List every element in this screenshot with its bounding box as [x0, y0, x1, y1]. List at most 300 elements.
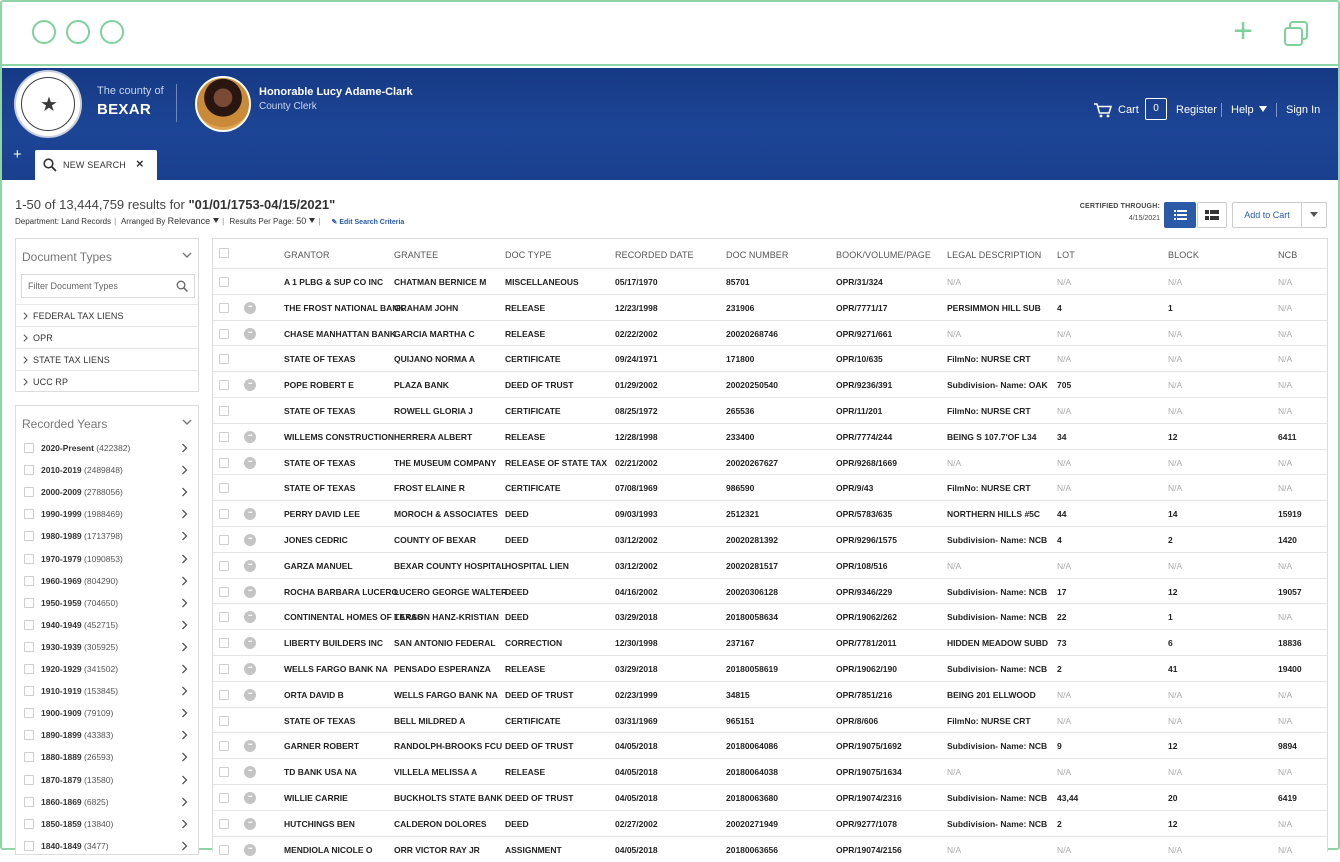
table-cell: 02/27/2002 — [615, 818, 658, 829]
chevron-right-icon[interactable] — [181, 531, 188, 541]
table-cell: N/A — [1057, 277, 1072, 287]
table-cell: HUTCHINGS BEN — [284, 818, 355, 829]
year-checkbox[interactable] — [24, 775, 34, 785]
recorded-year-item[interactable] — [16, 503, 198, 525]
table-cell: ROCHA BARBARA LUCERO — [284, 586, 399, 597]
row-checkbox[interactable] — [219, 587, 229, 597]
table-cell: 2 — [1057, 664, 1062, 674]
table-cell: 1 — [1168, 302, 1173, 313]
year-checkbox[interactable] — [24, 797, 34, 807]
year-label — [41, 819, 113, 829]
year-checkbox[interactable] — [24, 730, 34, 740]
year-range: 1980-1989 — [41, 531, 82, 542]
row-actions-icon[interactable] — [244, 431, 256, 443]
table-row[interactable] — [213, 526, 1327, 552]
table-cell: DEED OF TRUST — [505, 689, 574, 700]
recorded-year-item[interactable] — [16, 769, 198, 791]
row-checkbox[interactable] — [219, 406, 229, 416]
table-row[interactable] — [213, 732, 1327, 758]
table-cell: N/A — [1057, 844, 1072, 855]
row-actions-icon[interactable] — [244, 534, 256, 546]
row-actions-icon[interactable] — [244, 611, 256, 623]
table-cell: RELEASE — [505, 767, 546, 778]
row-actions-icon[interactable] — [244, 844, 256, 856]
table-cell: 34 — [1057, 431, 1067, 442]
table-cell: WILLEMS CONSTRUCTION — [284, 431, 395, 442]
table-cell: BEING 201 ELLWOOD — [947, 689, 1036, 700]
table-cell: GRAHAM JOHN — [394, 302, 459, 313]
recorded-year-item[interactable] — [16, 481, 198, 503]
table-cell: 03/29/2018 — [615, 612, 658, 623]
chevron-right-icon[interactable] — [181, 443, 188, 453]
table-cell: 03/29/2018 — [615, 664, 658, 674]
table-cell: ORR VICTOR RAY JR — [394, 844, 480, 855]
table-cell: N/A — [1168, 483, 1183, 494]
table-cell: 07/08/1969 — [615, 483, 658, 494]
header-separator — [1221, 103, 1222, 117]
column-header[interactable]: NCB — [1278, 250, 1298, 260]
row-checkbox[interactable] — [219, 638, 229, 648]
year-checkbox[interactable] — [24, 509, 34, 519]
table-cell: BEXAR COUNTY HOSPITAL — [394, 560, 507, 571]
year-checkbox[interactable] — [24, 531, 34, 541]
table-cell: 20020268746 — [726, 328, 779, 339]
table-cell: N/A — [1278, 767, 1293, 778]
cart-link[interactable]: Cart — [1118, 104, 1139, 116]
year-checkbox[interactable] — [24, 554, 34, 564]
year-checkbox[interactable] — [24, 642, 34, 652]
row-checkbox[interactable] — [219, 432, 229, 442]
table-row[interactable] — [213, 474, 1327, 500]
year-checkbox[interactable] — [24, 752, 34, 762]
year-range: 1910-1919 — [41, 686, 82, 697]
certified-label: CERTIFIED THROUGH: — [1079, 203, 1160, 210]
chevron-right-icon[interactable] — [181, 487, 188, 497]
table-cell: N/A — [1278, 380, 1293, 391]
add-to-cart-button[interactable]: Add to Cart — [1232, 202, 1302, 228]
row-actions-icon[interactable] — [244, 302, 256, 314]
table-cell: CERTIFICATE — [505, 406, 561, 416]
per-page-value: 50 — [296, 216, 307, 226]
year-count: (6825) — [84, 796, 109, 807]
row-actions-icon[interactable] — [244, 766, 256, 778]
list-view-icon — [1164, 202, 1196, 228]
row-actions-icon[interactable] — [244, 637, 256, 649]
register-link[interactable]: Register — [1176, 104, 1217, 116]
row-checkbox[interactable] — [219, 458, 229, 468]
table-row[interactable] — [213, 629, 1327, 655]
table-cell: 04/05/2018 — [615, 741, 658, 752]
table-cell: N/A — [1278, 328, 1293, 339]
table-cell: 09/03/1993 — [615, 509, 658, 520]
row-checkbox[interactable] — [219, 612, 229, 622]
row-checkbox[interactable] — [219, 535, 229, 545]
add-tab-button[interactable]: + — [13, 146, 22, 163]
window-close-button[interactable] — [32, 20, 56, 44]
results-count: 1-50 of 13,444,759 results for — [15, 197, 189, 212]
row-actions-icon[interactable] — [244, 663, 256, 675]
sign-in-link[interactable]: Sign In — [1286, 104, 1321, 116]
row-checkbox[interactable] — [219, 741, 229, 751]
table-cell: THE FROST NATIONAL BANK — [284, 302, 405, 313]
year-checkbox[interactable] — [24, 465, 34, 475]
table-row[interactable] — [213, 758, 1327, 784]
recorded-years-panel — [15, 405, 199, 855]
row-actions-icon[interactable] — [244, 740, 256, 752]
chevron-right-icon[interactable] — [181, 642, 188, 652]
recorded-year-item[interactable] — [16, 525, 198, 547]
table-cell: 03/31/1969 — [615, 715, 658, 726]
year-checkbox[interactable] — [24, 620, 34, 630]
row-actions-icon[interactable] — [244, 792, 256, 804]
row-actions-icon[interactable] — [244, 586, 256, 598]
year-checkbox[interactable] — [24, 576, 34, 586]
table-row[interactable] — [213, 500, 1327, 526]
grid-view-button[interactable] — [1197, 202, 1227, 228]
edit-search-criteria-link[interactable]: ✎ Edit Search Criteria — [331, 219, 405, 226]
table-cell: 14 — [1168, 509, 1178, 520]
chevron-right-icon[interactable] — [181, 752, 188, 762]
table-cell: FilmNo: NURSE CRT — [947, 406, 1031, 416]
chevron-right-icon — [22, 334, 29, 342]
recorded-year-item[interactable] — [16, 702, 198, 724]
filter-document-types-input[interactable] — [22, 275, 172, 297]
year-label — [41, 487, 123, 497]
cart-count-badge[interactable]: 0 — [1145, 98, 1167, 120]
table-cell: OPR/11/201 — [836, 406, 883, 416]
row-actions-icon[interactable] — [244, 328, 256, 340]
row-checkbox[interactable] — [219, 509, 229, 519]
chevron-right-icon[interactable] — [181, 708, 188, 718]
table-cell: 20180063680 — [726, 793, 779, 803]
doc-type-label: STATE TAX LIENS — [33, 355, 110, 365]
year-range: 2020-Present — [41, 443, 94, 453]
table-cell: N/A — [947, 277, 962, 287]
table-cell: DEED — [505, 509, 529, 520]
column-header[interactable]: GRANTEE — [394, 250, 439, 260]
row-checkbox[interactable] — [219, 664, 229, 674]
grid-view-icon — [1198, 203, 1226, 227]
year-checkbox[interactable] — [24, 708, 34, 718]
table-row[interactable] — [213, 707, 1327, 733]
table-cell: N/A — [1057, 767, 1072, 778]
table-cell: DEED — [505, 612, 529, 623]
year-count: (804290) — [84, 575, 119, 586]
doc-type-item[interactable] — [16, 348, 198, 370]
table-cell: SAN ANTONIO FEDERAL — [394, 638, 496, 649]
table-cell: 19057 — [1278, 586, 1302, 597]
chevron-right-icon[interactable] — [181, 686, 188, 696]
chevron-down-icon[interactable] — [182, 417, 192, 427]
table-cell: N/A — [947, 844, 962, 855]
column-header[interactable]: GRANTOR — [284, 250, 330, 260]
doc-type-item[interactable] — [16, 304, 198, 326]
arranged-value: Relevance — [167, 216, 211, 226]
year-label — [41, 775, 113, 785]
recorded-year-item[interactable] — [16, 658, 198, 680]
table-cell: 01/29/2002 — [615, 380, 658, 391]
column-header[interactable]: LOT — [1057, 250, 1075, 260]
row-actions-icon[interactable] — [244, 379, 256, 391]
table-cell: OPR/19075/1692 — [836, 741, 902, 752]
list-view-button[interactable] — [1164, 202, 1196, 228]
year-checkbox[interactable] — [24, 487, 34, 497]
row-actions-icon[interactable] — [244, 457, 256, 469]
year-checkbox[interactable] — [24, 598, 34, 608]
chevron-down-icon — [1259, 106, 1267, 112]
table-cell: CHATMAN BERNICE M — [394, 277, 487, 287]
recorded-year-item[interactable] — [16, 791, 198, 813]
row-actions-icon[interactable] — [244, 508, 256, 520]
table-row[interactable] — [213, 423, 1327, 449]
doc-type-item[interactable] — [16, 370, 198, 392]
recorded-year-item[interactable] — [16, 592, 198, 614]
row-checkbox[interactable] — [219, 767, 229, 777]
table-cell: VILLELA MELISSA A — [394, 767, 478, 778]
table-cell: JONES CEDRIC — [284, 535, 348, 545]
year-checkbox[interactable] — [24, 841, 34, 851]
table-cell: STATE OF TEXAS — [284, 457, 356, 468]
county-seal-logo[interactable]: ★ — [14, 70, 82, 138]
table-cell: POPE ROBERT E — [284, 380, 354, 391]
year-label — [41, 642, 118, 652]
column-header[interactable]: RECORDED DATE — [615, 250, 694, 260]
table-row[interactable] — [213, 784, 1327, 810]
row-checkbox[interactable] — [219, 690, 229, 700]
year-count: (13580) — [84, 774, 114, 785]
table-row[interactable] — [213, 449, 1327, 475]
year-count: (422382) — [96, 443, 131, 453]
new-window-button[interactable]: + — [1233, 12, 1253, 50]
table-cell: N/A — [1057, 483, 1072, 494]
table-row[interactable] — [213, 578, 1327, 604]
year-checkbox[interactable] — [24, 664, 34, 674]
chevron-right-icon[interactable] — [181, 664, 188, 674]
year-label — [41, 509, 123, 519]
tab-new-search[interactable] — [35, 150, 157, 180]
year-count: (305925) — [84, 641, 119, 652]
table-cell: 17 — [1057, 586, 1067, 597]
table-row[interactable] — [213, 371, 1327, 397]
doc-type-label: FEDERAL TAX LIENS — [33, 311, 124, 321]
arranged-label: Arranged By — [120, 217, 166, 226]
table-row[interactable] — [213, 397, 1327, 423]
table-row[interactable] — [213, 681, 1327, 707]
row-checkbox[interactable] — [219, 793, 229, 803]
table-cell: 965151 — [726, 715, 755, 726]
recorded-year-item[interactable] — [16, 746, 198, 768]
chevron-right-icon[interactable] — [181, 841, 188, 851]
table-cell: 41 — [1168, 664, 1178, 674]
table-cell: HIDDEN MEADOW SUBD — [947, 638, 1049, 649]
recorded-year-item[interactable] — [16, 680, 198, 702]
table-cell: 2512321 — [726, 509, 760, 520]
row-actions-icon[interactable] — [244, 560, 256, 572]
row-checkbox[interactable] — [219, 845, 229, 855]
table-cell: OPR/7771/17 — [836, 302, 888, 313]
year-range: 1840-1849 — [41, 840, 82, 851]
table-cell: CERTIFICATE — [505, 715, 561, 726]
row-actions-icon[interactable] — [244, 689, 256, 701]
row-checkbox[interactable] — [219, 277, 229, 287]
table-cell: DEED OF TRUST — [505, 793, 574, 803]
table-cell: 20180063656 — [726, 844, 779, 855]
table-row[interactable] — [213, 345, 1327, 371]
table-cell: 20180058634 — [726, 612, 779, 623]
table-cell: MISCELLANEOUS — [505, 277, 579, 287]
table-cell: CORRECTION — [505, 638, 563, 649]
panel-title: Document Types — [22, 250, 112, 264]
year-label — [41, 465, 123, 475]
window-minimize-button[interactable] — [66, 20, 90, 44]
recorded-year-item[interactable] — [16, 570, 198, 592]
table-cell: 44 — [1057, 509, 1067, 520]
search-icon[interactable] — [176, 280, 188, 292]
row-checkbox[interactable] — [219, 561, 229, 571]
column-header[interactable]: LEGAL DESCRIPTION — [947, 250, 1042, 260]
chevron-right-icon[interactable] — [181, 509, 188, 519]
table-cell: PERRY DAVID LEE — [284, 509, 360, 520]
table-cell: 85701 — [726, 277, 750, 287]
doc-type-item[interactable] — [16, 326, 198, 348]
table-cell: 73 — [1057, 638, 1067, 649]
table-row[interactable] — [213, 552, 1327, 578]
table-cell: 231906 — [726, 302, 755, 313]
table-cell: OPR/19074/2316 — [836, 793, 902, 803]
chevron-right-icon — [22, 312, 29, 320]
table-cell: 986590 — [726, 483, 755, 494]
table-cell: BEING S 107.7'OF L34 — [947, 431, 1037, 442]
recorded-year-item[interactable] — [16, 614, 198, 636]
table-cell: Subdivision- Name: NCB — [947, 818, 1048, 829]
column-header[interactable]: BOOK/VOLUME/PAGE — [836, 250, 931, 260]
recorded-year-item[interactable] — [16, 813, 198, 835]
row-actions-icon[interactable] — [244, 818, 256, 830]
table-cell: OPR/8/606 — [836, 715, 879, 726]
table-cell: OPR/19075/1634 — [836, 767, 902, 778]
window-maximize-button[interactable] — [100, 20, 124, 44]
year-checkbox[interactable] — [24, 819, 34, 829]
table-row[interactable] — [213, 810, 1327, 836]
column-header[interactable]: DOC NUMBER — [726, 250, 789, 260]
arranged-by-select[interactable] — [168, 217, 220, 226]
table-cell: TD BANK USA NA — [284, 767, 357, 778]
table-row[interactable] — [213, 603, 1327, 629]
row-checkbox[interactable] — [219, 716, 229, 726]
year-count: (1988469) — [84, 509, 123, 520]
help-label: Help — [1231, 104, 1254, 116]
table-cell: N/A — [1168, 715, 1183, 726]
table-cell: A 1 PLBG & SUP CO INC — [284, 277, 384, 287]
year-count: (704650) — [84, 597, 119, 608]
recorded-year-item[interactable] — [16, 437, 198, 459]
column-header[interactable]: DOC TYPE — [505, 250, 552, 260]
filter-document-types — [21, 274, 195, 298]
table-cell: 6419 — [1278, 793, 1297, 803]
table-cell: ORTA DAVID B — [284, 689, 344, 700]
chevron-right-icon[interactable] — [181, 730, 188, 740]
year-checkbox[interactable] — [24, 443, 34, 453]
table-cell: N/A — [1278, 457, 1293, 468]
table-cell: 705 — [1057, 380, 1072, 391]
table-cell: N/A — [1057, 457, 1072, 468]
table-cell: N/A — [1278, 560, 1293, 571]
chevron-right-icon[interactable] — [181, 620, 188, 630]
year-range: 1990-1999 — [41, 509, 82, 520]
table-cell: N/A — [1057, 560, 1072, 571]
browser-chrome — [2, 2, 1338, 66]
chevron-right-icon[interactable] — [181, 819, 188, 829]
select-all-checkbox[interactable] — [219, 248, 229, 258]
table-row[interactable] — [213, 294, 1327, 320]
table-row[interactable] — [213, 268, 1327, 294]
row-checkbox[interactable] — [219, 329, 229, 339]
year-count: (26593) — [84, 752, 114, 763]
close-icon[interactable]: × — [136, 156, 144, 171]
help-menu[interactable] — [1231, 104, 1267, 116]
row-checkbox[interactable] — [219, 303, 229, 313]
year-range: 1960-1969 — [41, 575, 82, 586]
column-header[interactable]: BLOCK — [1168, 250, 1200, 260]
year-range: 1880-1889 — [41, 752, 82, 763]
chevron-right-icon[interactable] — [181, 598, 188, 608]
table-cell: RANDOLPH-BROOKS FCU — [394, 741, 503, 752]
per-page-select[interactable] — [296, 217, 315, 226]
chevron-right-icon[interactable] — [181, 465, 188, 475]
table-cell: LUCERO GEORGE WALTER — [394, 586, 508, 597]
row-checkbox[interactable] — [219, 819, 229, 829]
chevron-right-icon[interactable] — [181, 554, 188, 564]
caret-down-icon — [1302, 203, 1326, 227]
table-cell: 9 — [1057, 741, 1062, 752]
table-cell: CONTINENTAL HOMES OF TEXAS — [284, 612, 423, 623]
table-cell: 4 — [1057, 535, 1062, 545]
table-cell: WELLS FARGO BANK NA — [394, 689, 498, 700]
table-cell: HERRERA ALBERT — [394, 431, 473, 442]
table-cell: DEED OF TRUST — [505, 741, 574, 752]
table-cell: RELEASE — [505, 328, 546, 339]
table-row[interactable] — [213, 655, 1327, 681]
add-to-cart-dropdown[interactable] — [1301, 202, 1327, 228]
table-cell: OPR/9236/391 — [836, 380, 893, 391]
year-label — [41, 797, 109, 807]
recorded-year-item[interactable] — [16, 636, 198, 658]
chevron-right-icon[interactable] — [181, 797, 188, 807]
table-cell: QUIJANO NORMA A — [394, 354, 476, 365]
row-checkbox[interactable] — [219, 380, 229, 390]
table-row[interactable] — [213, 320, 1327, 346]
chevron-right-icon[interactable] — [181, 576, 188, 586]
chevron-right-icon[interactable] — [181, 775, 188, 785]
table-cell: DEED — [505, 535, 529, 545]
cart-icon[interactable] — [1093, 102, 1113, 118]
chevron-down-icon[interactable] — [182, 250, 192, 260]
table-cell: 6 — [1168, 638, 1173, 649]
table-cell: N/A — [1278, 406, 1293, 416]
table-cell: 04/16/2002 — [615, 586, 658, 597]
table-cell: Subdivision- Name: OAK — [947, 380, 1048, 391]
copy-window-icon[interactable] — [1282, 20, 1310, 48]
recorded-year-item[interactable] — [16, 548, 198, 570]
recorded-year-item[interactable] — [16, 835, 198, 857]
recorded-year-item[interactable] — [16, 459, 198, 481]
table-row[interactable] — [213, 836, 1327, 862]
row-checkbox[interactable] — [219, 354, 229, 364]
year-checkbox[interactable] — [24, 686, 34, 696]
row-checkbox[interactable] — [219, 483, 229, 493]
recorded-year-item[interactable] — [16, 724, 198, 746]
table-cell: BELL MILDRED A — [394, 715, 466, 726]
